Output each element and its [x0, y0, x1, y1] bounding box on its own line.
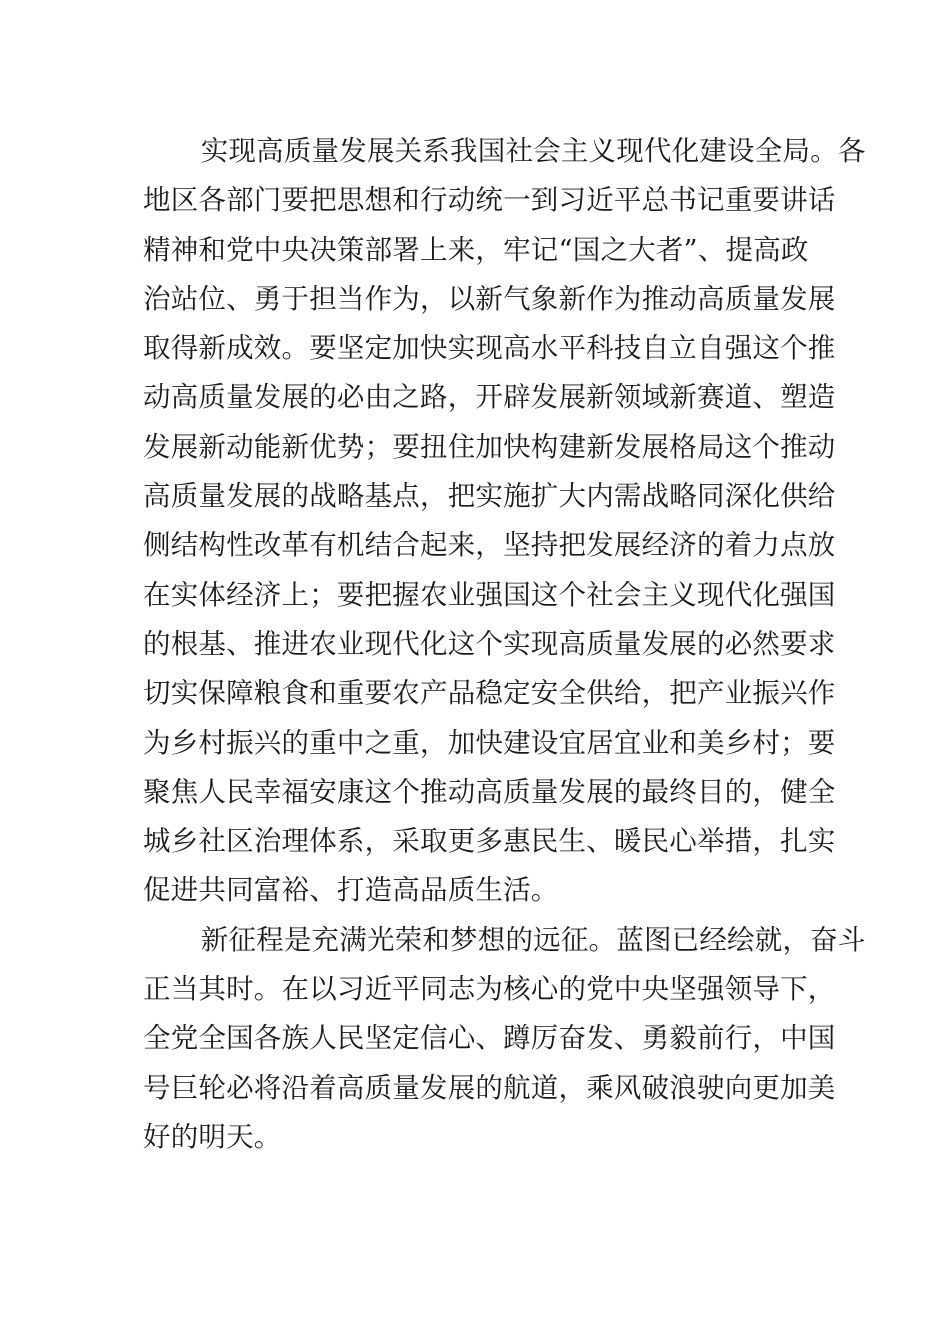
text-line: 发展新动能新优势；要扭住加快构建新发展格局这个推动	[143, 430, 836, 463]
text-line: 实现高质量发展关系我国社会主义现代化建设全局。各	[200, 135, 866, 167]
paragraph-2	[143, 916, 866, 1162]
text-line: 好的明天。	[143, 1120, 282, 1153]
text-line: 治站位、勇于担当作为，以新气象新作为推动高质量发展	[143, 282, 836, 315]
text-line: 精神和党中央决策部署上来，牢记“国之大者”、提高政	[143, 233, 809, 266]
text-line: 号巨轮必将沿着高质量发展的航道，乘风破浪驶向更加美	[143, 1071, 836, 1104]
text-line: 新征程是充满光荣和梦想的远征。蓝图已经绘就，奋斗	[200, 923, 866, 956]
text-line: 全党全国各族人民坚定信心、蹲厉奋发、勇毅前行，中国	[143, 1022, 836, 1055]
text-line: 高质量发展的战略基点，把实施扩大内需战略同深化供给	[143, 480, 836, 513]
text-line: 促进共同富裕、打造高品质生活。	[143, 874, 559, 907]
text-line: 城乡社区治理体系，采取更多惠民生、暖民心举措，扎实	[143, 825, 836, 858]
text-line: 动高质量发展的必由之路，开辟发展新领域新赛道、塑造	[143, 381, 836, 414]
text-line: 聚焦人民幸福安康这个推动高质量发展的最终目的，健全	[143, 775, 836, 808]
text-line: 为乡村振兴的重中之重，加快建设宜居宜业和美乡村；要	[143, 726, 836, 759]
text-line: 侧结构性改革有机结合起来，坚持把发展经济的着力点放	[143, 529, 836, 562]
text-line: 地区各部门要把思想和行动统一到习近平总书记重要讲话	[143, 184, 836, 217]
text-line: 在实体经济上；要把握农业强国这个社会主义现代化强国	[143, 578, 836, 611]
text-line: 的根基、推进农业现代化这个实现高质量发展的必然要求	[143, 627, 836, 660]
text-line: 正当其时。在以习近平同志为核心的党中央坚强领导下，	[143, 973, 836, 1006]
text-line: 切实保障粮食和重要农产品稳定安全供给，把产业振兴作	[143, 677, 836, 710]
paragraph-1	[143, 127, 866, 916]
text-line: 取得新成效。要坚定加快实现高水平科技自立自强这个推	[143, 332, 836, 365]
document-body	[143, 127, 866, 1162]
